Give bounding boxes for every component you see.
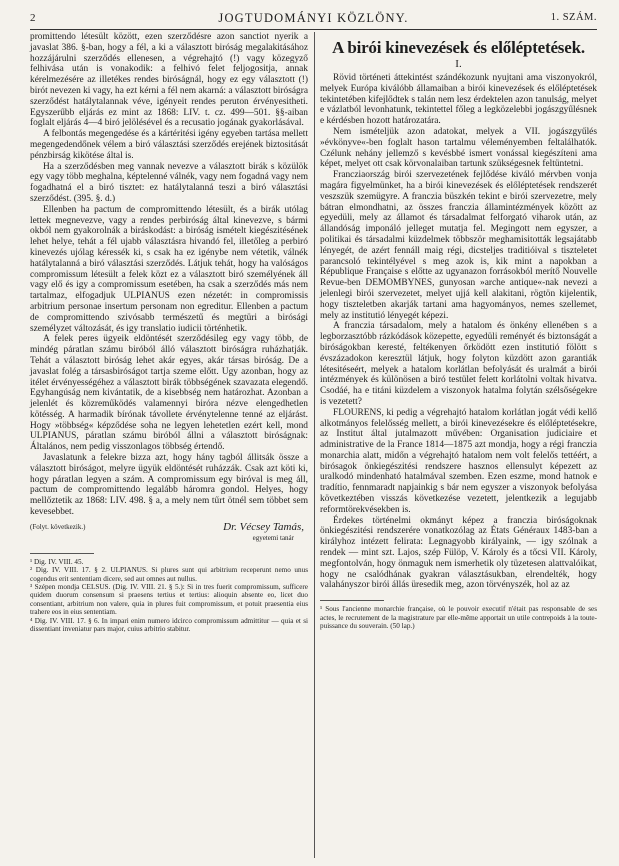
footnote: ⁴ Dig. IV. VIII. 17. § 6. In impari enim numero idcirco compromissum admittitur — quia et si dissentiant inveniatur pars major, cuius arbitrio stabitur.	[30, 616, 308, 634]
footnote-rule	[320, 600, 384, 601]
continuation-note: (Folyt. következik.)	[30, 522, 86, 531]
footnote-rule	[30, 553, 94, 554]
author-title: egyetemi tanár	[252, 533, 294, 542]
left-paragraph: Ellenben ha pactum de compromittendo létesült, és a birák utólag lettek megnevezve, vagy a rendes perbiróság által kinevezve, s bármi okból nem gyakorolnák a biráskodást: a biróság ismételt kiegészitésének lehet helye, tehát a fél ujabb választásra hivandó fel, illetőleg a perbiró kinevezés ujólag kéressék ki, s csak ha ez igénybe nem vétetik, válnék hatálytalanná a biró választási szerződés. Látjuk tehát, hogy ha valóságos compromissum létesült a felek közt ez a választott biró személyének áll vagy elő és igy a compromissum esetében, ha csak a szerződés más nem tartalmaz, elfogadjuk ULPIANUS ezen nézetét: in compromissis arbitrium personae insertum personam non egreditur. Ellenben a pactum de compromittendo szivósabb természetű és megtüri a birósági személyzet változását, és igy translatio iudicii történhetik.	[30, 204, 308, 334]
footnotes	[30, 558, 308, 634]
left-paragraph: A felek peres ügyeik eldöntését szerződésileg egy vagy több, de mindég páratlan számu biróból álló választott biróságra ruházhatják. Tehát a választott biróság lehet akár egyes, akár társas biróság. De a javaslat folég a társasbiróságot tartja szeme előtt. Ugy azonban, hogy az itélet érvényességéhez a választott birák többségének szavazata elegendő. Egyhangúság nem kivántatik, de a kisebbség nem határozhat. Azonban a jelenlét és közreműködés valamennyi biróra nézve elengedhetlen kötésség. A harmadik bírónak távollete érvénytelenne tenné az eljárást. Hogy »többség« képződése soha ne legyen lehetetlen ezért kell, mond ULPIANUS, páratlan számu biróból állni a választott biróságnak: Általános, nem pedig visszonlagos többség értendő.	[30, 334, 308, 453]
footnote: ¹ Dig. IV. VIII. 45.	[30, 557, 84, 566]
article-title: A birói kinevezések és előléptetések.	[332, 38, 585, 57]
author-name: Dr. Vécsey Tamás,	[223, 520, 304, 533]
issue-number: 1. SZÁM.	[550, 12, 597, 23]
right-paragraph: Nem ismételjük azon adatokat, melyek a VII. jogászgyűlés »évkönyve«-ben foglalt hason tartalmu véleményemben feltalálhatók. Czélunk nehány jellemző s kevésbbé ismert vonással kiegészíteni ama képet, melyet ott csak körvonalaiban tartunk szükségesnek feltüntetni.	[320, 126, 597, 170]
footnote: ³ Szépen mondja CELSUS. (Dig. IV. VIII. 21. § 5.): Si in tres fuerit compromissum, sufficere quidem duorum consensum si praesens tertius et tertius: alioquin absente eo, licet duo consentiant, arbitrium non valere, quia in plures fuit compromissum, et potuit praesentia eius trahere eos in eius sententiam.	[30, 583, 308, 617]
page-number: 2	[30, 12, 36, 24]
left-paragraph: Ha a szerződésben meg vannak nevezve a választott birák s közülök egy vagy több meghalna, képtelenné válnék, vagy nem fogadná vagy nem fogadhatná el a biró tisztet: ez hatálytalanná teszi a biró választási szerződést. (395. §. d.)	[30, 161, 308, 204]
left-paragraph: Javaslatunk a felekre bizza azt, hogy hány tagból állitsák össze a választott biróságot, melyre ügyük eldöntését ruházzák. Csak azt köti ki, hogy páratlan legyen a szám. A compromissum egy biróval is meg áll, pactum de compromittendo legalább háromra gondol. Helyes, hogy mellőztetik az 1868: LIV. 498. § a, a mely nem tűrt ötnél sem többet sem kevesebbet.	[30, 453, 308, 518]
left-paragraph: promittendo létesült között, ezen szerződésre azon sanctiot nyerik a javaslat 386. §-ban, hogy a fél, a ki a választott biróság megalakitásához hozzájárulni szerződés ellenesen, a végrehajtó (!) vagy közegyző felhivása után is vonakodik: a felhivó felet feljogositja, annak kérelmezésére az illetékes rendes biróságnál, hogy ez egy választott (!) birót nevezen ki vagy, ha ezt kérni a fél nem akarná: a választott biróságra szerződést hatálytalannak véve, igényeit rendes peruton érvényesitheti. Egyszerűbb eljárás ez mint az 1868: LIV. t. cz. 499—501. §§-aiban foglalt eljárás 4—4 biró jelölésével és a recusatio jogának gyakorlásával.	[30, 32, 308, 129]
column-divider	[314, 32, 315, 858]
right-paragraph: FLOURENS, ki pedig a végrehajtó hatalom korlátlan jogát védi kellő alkotmányos felelősség mellett, a birói kinevezésekre és előléptetésekre, az Institut által jutalmazott művében: Organisation judiciaire et administrative de la France 1814—1875 azt mondja, hogy a régi franczia monarchia alatt, midőn a végrehajtó hatalom nem volt felelős tettéért, a birósagok önkiegészitési rendszere hasznos ellensulyt képezett az uralkodó mindenható hatalmával szemben. Ezen eszme, mond hatnok e tradítio, fennmaradt napjainkig s bár nem egyszer a viszonyok befolyása következtében visszás következése vezetett, jelentkezik a legujabb reformtörekvésekben is.	[320, 407, 597, 515]
journal-title: JOGTUDOMÁNYI KÖZLÖNY.	[218, 11, 409, 25]
signature-block	[30, 522, 308, 544]
running-header	[30, 8, 597, 30]
section-number: I.	[455, 58, 462, 70]
right-column	[320, 32, 597, 630]
right-paragraph: A franczia társadalom, mely a hatalom és önkény ellenében s a legborzasztóbb rázkódások közepette, egyedüli reményét és biztonságát a biróságokban keresté, feltékenyen őrködött ezen institutió fölött s évszázadokon keresztül látjuk, hogy folyton küzdött azon garantiák létesitéseért, melyek a hatalom korlátlan befolyását és uralmát a birói intézmények és különösen a biró testület felett korlátolni voltak hivatva. Csodáé, ha e titáni küzdelem a viszonyok hatalma folytán szélsőségekre is vezetett?	[320, 321, 597, 407]
right-paragraph: Rövid történeti áttekintést szándékozunk nyujtani ama viszonyokról, melyek Európa kiválóbb államaiban a birói kinevezések és előléptetések tekintetében kifejlődtek s talán nem lesz érdektelen azon tanulság, melyet e vázlatból levonhatunk, tekintettel főleg a legközelebbi jogászgyűlésnek e kérdésben hozott határozatára.	[320, 73, 597, 127]
left-column	[30, 32, 308, 634]
footnote: ¹ Sous l'ancienne monarchie française, où le pouvoir executif n'était pas responsable de ses actes, le recrutement de la magistrature par elle-même apportait un utile contrepoids à la toute-puissance du souverain. (50 lap.)	[320, 605, 597, 631]
right-paragraph: Francziaország birói szervezetének fejlődése kiváló mérvben vonja magára figyelmünket, ha a birói kinevezések és előléptetések rendszerét veszszük szemügyre. A franczia büszkén tekint e birói szervezetre, mely bátran elmondhatni, az összes franczia államintézmények között az egyedüli, mely az államot és társadalmat felforgató viharok után, az állandóság imponáló jelleget mutatja fel. Megingott nem egyszer, a politikai és társadalmi küzdelmek többször meghamisitották legsajátabb lényegét, de azért fennáll maig régi, dicsteljes traditióival s tiszteletet parancsoló tekintélyével s meg azok is, kik mint a napokban a République Française s előtte az ugyanazon forrásokból merítő Nouvelle Revue-ben DEMOMBYNES, gunyosan »arche antique«-nak nevezi a jelenlegi birói szervezetet, melyet ujjá kell alakitani, rögtön kijelentik, hogy tiszteletben akarják tartani ama hagyományos, nemes szellemet, mely az institutió lényegét képezi.	[320, 170, 597, 321]
footnote: ² Dig. IV. VIII. 17. § 2. ULPIANUS. Si plures sunt qui arbitrium receperunt nemo unus cogendus erit sententiam dicere, sed aut omnes aut nullus.	[30, 566, 308, 583]
right-paragraph: Érdekes történelmi okmányt képez a franczia biróságoknak önkiegészitési rendszerére vonatkozólag az États Généraux 1483-ban a királyhoz intézett felirata: Legnagyobb királyaink, — igy szólnak a rendek — mint szt. Lajos, szép Fülöp, V. Károly és a tőcsi VII. Károly, megfontolván, hogy önmaguk nem ismerhetik oly tüzetesen alattvalóikat, hogy ne csalódhának gyakran választásukban, elrendelték, hogy valahányszor birói állás üresedik meg, azon törvényszék, hol az az	[320, 515, 597, 591]
left-paragraph: A felbontás megengedése és a kártéritési igény egyeben tartása mellett megengedendőnek vélem a biró választási szerződés erejének biztositását pénzbirság kikötése által is.	[30, 129, 308, 161]
header-rule	[30, 29, 597, 30]
